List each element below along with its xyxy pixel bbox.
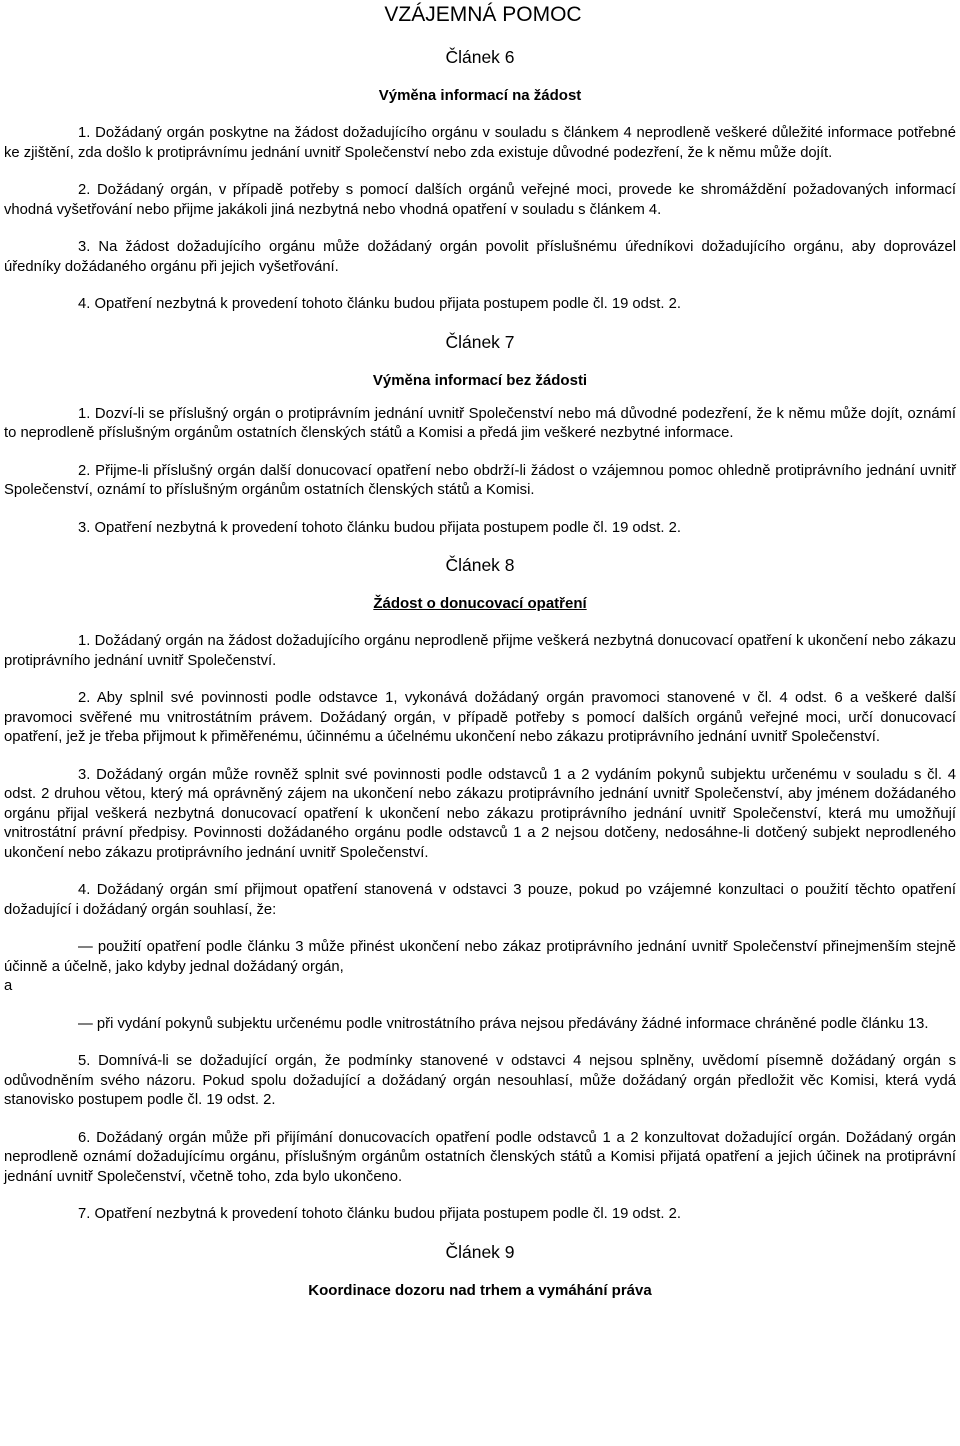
article-number: Článek 6 (445, 47, 515, 67)
document-page (0, 2, 960, 1301)
article-number: Článek 9 (445, 1241, 515, 1262)
article-6 (4, 46, 956, 315)
article-heading: Výměna informací na žádost (378, 87, 582, 104)
paragraph: 7. Opatření nezbytná k provedení tohoto článku budou přijata postupem podle čl. 19 odst. 2. (78, 1206, 681, 1222)
paragraph: 1. Dozví-li se příslušný orgán o protiprávním jednání uvnitř Společenství nebo má důvodné podezření, že k němu může dojít, oznámí to neprodleně příslušným orgánům ostatních členských států a Komisi a předá jim veškeré nezbytné informace. (4, 405, 956, 441)
article-number: Článek 8 (445, 555, 515, 575)
article-heading: Koordinace dozoru nad trhem a vymáhání práva (308, 1281, 652, 1299)
conjunction: a (4, 978, 13, 994)
document-title: VZÁJEMNÁ POMOC (384, 3, 582, 26)
paragraph: 2. Aby splnil své povinnosti podle odstavce 1, vykonává dožádaný orgán pravomoci stanovené v čl. 4 odst. 6 a veškeré další pravomoci svěřené mu vnitrostátním právem. Dožádaný orgán, v případě potřeby s pomocí dalších orgánů veřejné moci, určí donucovací opatření, jež je třeba přijmout k přiměřenému, účinnému a účelnému ukončení nebo zákazu protiprávního jednání uvnitř Společenství. (4, 690, 956, 745)
article-7 (4, 331, 956, 539)
paragraph: 3. Dožádaný orgán může rovněž splnit své povinnosti podle odstavců 1 a 2 vydáním pokynů subjektu určenému v souladu s čl. 4 odst. 2 druhou větou, který má oprávněný zájem na ukončení nebo zákazu protiprávního jednání uvnitř Společenství, aby jménem dožádaného orgánu přijal veškerá nezbytná donucovací opatření k ukončení nebo zákazu protiprávního jednání uvnitř Společenství, která mu umožňují vnitrostátní právní předpisy. Povinnosti dožádaného orgánu podle odstavců 1 a 2 nejsou dotčeny, nedosáhne-li dotčený subjekt neprodleného ukončení nebo zákazu protiprávního jednání uvnitř Společenství. (4, 766, 956, 861)
article-9 (4, 1241, 956, 1301)
article-heading: Výměna informací bez žádosti (372, 371, 588, 389)
paragraph: 3. Opatření nezbytná k provedení tohoto článku budou přijata postupem podle čl. 19 odst. 2. (78, 519, 681, 536)
paragraph: 5. Domnívá-li se dožadující orgán, že podmínky stanovené v odstavci 4 nejsou splněny, uvědomí písemně dožádaný orgán s odůvodněním svého názoru. Pokud spolu dožadující a dožádaný orgán nesouhlasí, může dožádaný orgán předložit věc Komisi, která vydá stanovisko postupem podle čl. 19 odst. 2. (4, 1053, 956, 1108)
paragraph: 6. Dožádaný orgán může při přijímání donucovacích opatření podle odstavců 1 a 2 konzultovat dožadující orgán. Dožádaný orgán neprodleně oznámí dožadujícímu orgánu, příslušným orgánům ostatních členských států a Komisi přijatá opatření a jejich účinek na protiprávní jednání uvnitř Společenství, včetně toho, zda bylo ukončeno. (4, 1129, 956, 1185)
paragraph: 1. Dožádaný orgán na žádost dožadujícího orgánu neprodleně přijme veškerá nezbytná donucovací opatření k ukončení nebo zákazu protiprávního jednání uvnitř Společenství. (4, 633, 956, 669)
article-heading: Žádost o donucovací opatření (373, 595, 587, 612)
article-number: Článek 7 (445, 331, 515, 352)
paragraph: 3. Na žádost dožadujícího orgánu může dožádaný orgán povolit příslušnému úředníkovi dožadujícího orgánu, aby doprovázel úředníky dožádaného orgánu při jejich vyšetřování. (4, 239, 956, 275)
paragraph: 2. Dožádaný orgán, v případě potřeby s pomocí dalších orgánů veřejné moci, provede ke shromáždění požadovaných informací vhodná vyšetřování nebo přijme jakákoli jiná nezbytná nebo vhodná opatření v souladu s článkem 4. (4, 182, 956, 218)
dash-item: — použití opatření podle článku 3 může přinést ukončení nebo zákaz protiprávního jednání uvnitř Společenství přinejmenším stejně účinně a účelně, jako kdyby jednal dožádaný orgán, (4, 939, 956, 975)
paragraph: 2. Přijme-li příslušný orgán další donucovací opatření nebo obdrží-li žádost o vzájemnou pomoc ohledně protiprávního jednání uvnitř Společenství, oznámí to příslušným orgánům ostatních členských států a Komisi. (4, 462, 956, 498)
paragraph: 1. Dožádaný orgán poskytne na žádost dožadujícího orgánu v souladu s článkem 4 neprodleně veškeré důležité informace potřebné ke zjištění, zda došlo k protiprávnímu jednání uvnitř Společenství nebo zda existuje důvodné podezření, že k němu může dojít. (4, 125, 956, 161)
paragraph: 4. Opatření nezbytná k provedení tohoto článku budou přijata postupem podle čl. 19 odst. 2. (78, 296, 681, 312)
article-8 (4, 554, 956, 1225)
paragraph: 4. Dožádaný orgán smí přijmout opatření stanovená v odstavci 3 pouze, pokud po vzájemné konzultaci o použití těchto opatření dožadující i dožádaný orgán souhlasí, že: (4, 882, 956, 918)
dash-item: — při vydání pokynů subjektu určenému podle vnitrostátního práva nejsou předávány žádné informace chráněné podle článku 13. (78, 1015, 929, 1032)
